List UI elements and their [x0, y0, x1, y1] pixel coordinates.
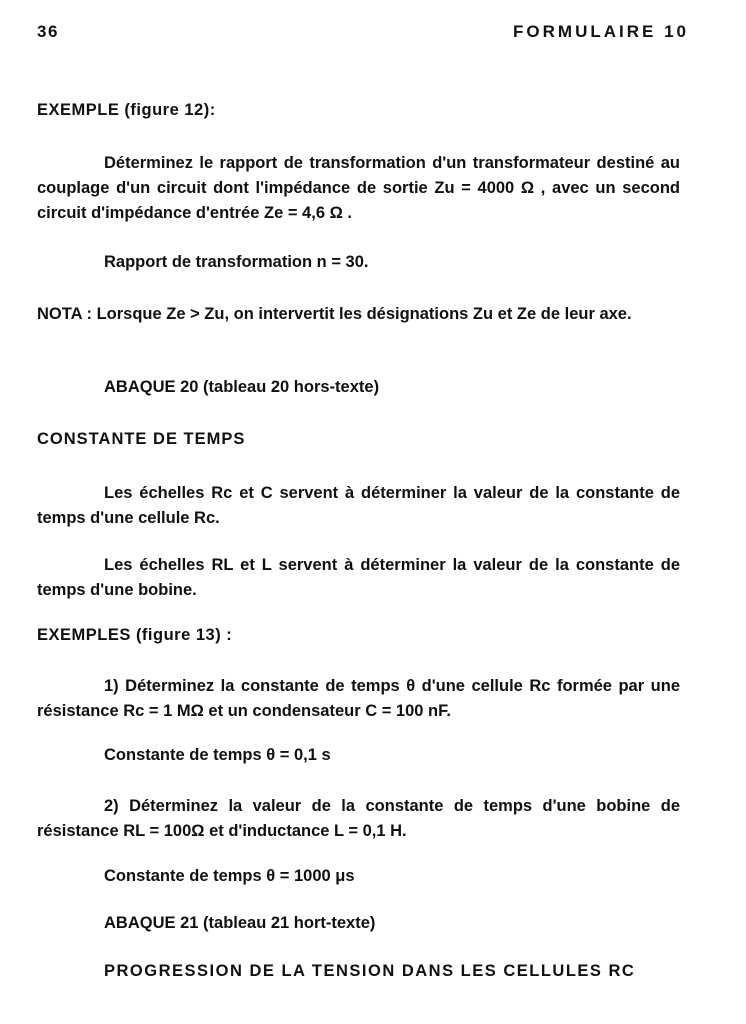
- running-title: FORMULAIRE 10: [513, 22, 689, 41]
- progression-heading: PROGRESSION DE LA TENSION DANS LES CELLULES RC: [104, 962, 636, 980]
- rc-scales-paragraph: Les échelles Rc et C servent à déterminer la valeur de la constante de temps d'une cellule Rc.: [37, 484, 680, 527]
- time-constant-result-1: Constante de temps θ = 0,1 s: [104, 746, 331, 764]
- examples-13-heading: EXEMPLES (figure 13) :: [37, 626, 233, 644]
- example-1-paragraph: 1) Déterminez la constante de temps θ d'une cellule Rc formée par une résistance Rc = 1 MΩ et un condensateur C = 100 nF.: [37, 677, 680, 720]
- time-constant-result-2: Constante de temps θ = 1000 μs: [104, 867, 355, 885]
- example-12-heading: EXEMPLE (figure 12):: [37, 101, 216, 119]
- constante-de-temps-heading: CONSTANTE DE TEMPS: [37, 430, 246, 448]
- example-12-paragraph: Déterminez le rapport de transformation d'un transformateur destiné au couplage d'un circuit dont l'impédance de sortie Zu = 4000 Ω , avec un second circuit d'impédance d'entrée Ze = 4,6 Ω .: [37, 154, 680, 222]
- example-2-paragraph: 2) Déterminez la valeur de la constante de temps d'une bobine de résistance RL = 100Ω et d'inductance L = 0,1 H.: [37, 797, 680, 840]
- nota-paragraph: NOTA : Lorsque Ze > Zu, on intervertit les désignations Zu et Ze de leur axe.: [37, 305, 632, 323]
- page-header: [37, 22, 689, 46]
- abaque-20-title: ABAQUE 20 (tableau 20 hors-texte): [104, 378, 380, 396]
- rl-scales-paragraph: Les échelles RL et L servent à déterminer la valeur de la constante de temps d'une bobine.: [37, 556, 680, 599]
- page-number: 36: [37, 22, 59, 41]
- abaque-21-title: ABAQUE 21 (tableau 21 hort-texte): [104, 914, 376, 932]
- transformation-ratio-result: Rapport de transformation n = 30.: [104, 253, 369, 271]
